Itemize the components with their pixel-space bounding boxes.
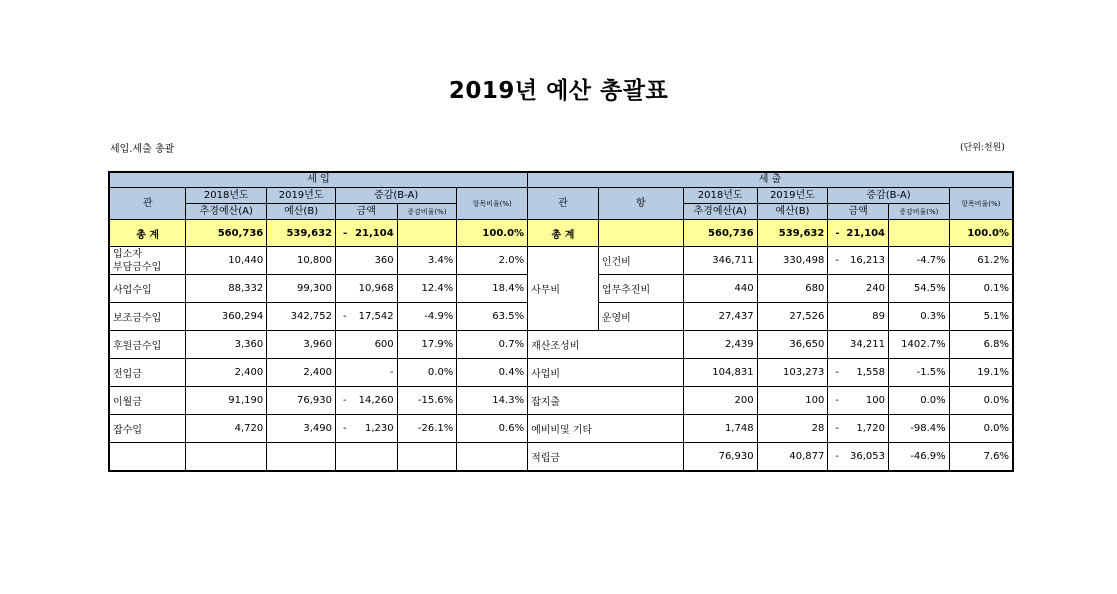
income-row-name: 이월금 — [109, 387, 186, 415]
table-subtitle: 세입.세출 총괄 — [110, 144, 175, 155]
expense-row-2018: 104,831 — [683, 359, 757, 387]
expense-change-ratio-header: 증감비율(%) — [889, 204, 950, 220]
expense-row-2019: 36,650 — [757, 331, 828, 359]
expense-row-change: - 1,558 — [828, 359, 889, 387]
expense-row-2018: 1,748 — [683, 415, 757, 443]
expense-row-2019: 100 — [757, 387, 828, 415]
expense-row-change: 240 — [828, 275, 889, 303]
expense-row-2019: 28 — [757, 415, 828, 443]
income-row-2018: 360,294 — [186, 303, 267, 331]
income-row-2019: 3,490 — [267, 415, 336, 443]
income-row-2018: 88,332 — [186, 275, 267, 303]
income-row-change: - 14,260 — [335, 387, 397, 415]
expense-hang-header: 항 — [598, 188, 683, 220]
expense-2019-header-line1: 2019년도 — [757, 188, 828, 204]
income-total-2019: 539,632 — [267, 220, 336, 247]
income-row-composition: 0.6% — [457, 415, 528, 443]
expense-row-2019: 103,273 — [757, 359, 828, 387]
expense-row-composition: 61.2% — [949, 247, 1013, 275]
expense-total-label: 총 계 — [528, 220, 599, 247]
income-row-change: 10,968 — [335, 275, 397, 303]
income-row-2019: 10,800 — [267, 247, 336, 275]
income-total-ratio — [397, 220, 457, 247]
expense-row-change: - 100 — [828, 387, 889, 415]
income-row-composition: 18.4% — [457, 275, 528, 303]
expense-row-change: - 1,720 — [828, 415, 889, 443]
expense-row-change: 89 — [828, 303, 889, 331]
income-row-2018: 2,400 — [186, 359, 267, 387]
income-row-2018: 4,720 — [186, 415, 267, 443]
expense-row-ratio: -4.7% — [889, 247, 950, 275]
income-row-name: 전입금 — [109, 359, 186, 387]
expense-row-hang: 인건비 — [598, 247, 683, 275]
income-change-header: 증감(B-A) — [335, 188, 456, 204]
income-row-ratio: -4.9% — [397, 303, 457, 331]
expense-amount-header: 금액 — [828, 204, 889, 220]
income-total-2018: 560,736 — [186, 220, 267, 247]
income-row-composition: 14.3% — [457, 387, 528, 415]
income-row-change: 600 — [335, 331, 397, 359]
expense-gwan-office: 사무비 — [528, 247, 599, 331]
income-row-2019: 342,752 — [267, 303, 336, 331]
expense-row-gwan: 사업비 — [528, 359, 684, 387]
income-row-empty — [109, 443, 186, 472]
income-row-change: - — [335, 359, 397, 387]
income-row-2019: 2,400 — [267, 359, 336, 387]
income-row-composition: 63.5% — [457, 303, 528, 331]
expense-row-hang: 운영비 — [598, 303, 683, 331]
expense-row-gwan: 재산조성비 — [528, 331, 684, 359]
expense-row-ratio: 0.3% — [889, 303, 950, 331]
income-change-ratio-header: 증감비율(%) — [397, 204, 457, 220]
expense-row-2018: 440 — [683, 275, 757, 303]
income-row-name: 사업수입 — [109, 275, 186, 303]
income-row-name: 잡수입 — [109, 415, 186, 443]
expense-2018-header-line1: 2018년도 — [683, 188, 757, 204]
income-row-2019: 3,960 — [267, 331, 336, 359]
income-row-empty — [457, 443, 528, 472]
income-row-name: 후원금수입 — [109, 331, 186, 359]
expense-row-2019: 40,877 — [757, 443, 828, 472]
income-row-ratio: 12.4% — [397, 275, 457, 303]
income-amount-header: 금액 — [335, 204, 397, 220]
expense-total-2019: 539,632 — [757, 220, 828, 247]
income-row-2019: 99,300 — [267, 275, 336, 303]
income-row-2018: 3,360 — [186, 331, 267, 359]
expense-row-composition: 6.8% — [949, 331, 1013, 359]
expense-row-2018: 27,437 — [683, 303, 757, 331]
expense-total-2018: 560,736 — [683, 220, 757, 247]
expense-row-ratio: 0.0% — [889, 387, 950, 415]
expense-row-2019: 27,526 — [757, 303, 828, 331]
expense-row-ratio: -1.5% — [889, 359, 950, 387]
expense-row-2019: 680 — [757, 275, 828, 303]
expense-row-2018: 2,439 — [683, 331, 757, 359]
expense-row-ratio: 54.5% — [889, 275, 950, 303]
income-row-2018: 91,190 — [186, 387, 267, 415]
income-row-name: 입소자 부담금수입 — [109, 247, 186, 275]
expense-row-change: - 36,053 — [828, 443, 889, 472]
income-2018-header-line2: 추경예산(A) — [186, 204, 267, 220]
income-section-header: 세 입 — [109, 172, 528, 188]
expense-2018-header-line2: 추경예산(A) — [683, 204, 757, 220]
expense-total-hang — [598, 220, 683, 247]
income-row-ratio: 0.0% — [397, 359, 457, 387]
expense-gwan-header: 관 — [528, 188, 599, 220]
income-row-2019: 76,930 — [267, 387, 336, 415]
expense-row-2019: 330,498 — [757, 247, 828, 275]
expense-row-2018: 76,930 — [683, 443, 757, 472]
expense-row-composition: 0.1% — [949, 275, 1013, 303]
expense-row-ratio: 1402.7% — [889, 331, 950, 359]
income-row-ratio: -26.1% — [397, 415, 457, 443]
income-2019-header-line2: 예산(B) — [267, 204, 336, 220]
expense-total-change: - 21,104 — [828, 220, 889, 247]
income-2018-header-line1: 2018년도 — [186, 188, 267, 204]
income-row-name: 보조금수입 — [109, 303, 186, 331]
expense-row-change: - 16,213 — [828, 247, 889, 275]
expense-change-header: 증감(B-A) — [828, 188, 949, 204]
income-total-change: - 21,104 — [335, 220, 397, 247]
income-row-change: - 1,230 — [335, 415, 397, 443]
expense-row-2018: 200 — [683, 387, 757, 415]
page-title: 2019년 예산 총괄표 — [448, 78, 669, 104]
expense-row-ratio: -98.4% — [889, 415, 950, 443]
income-row-2018: 10,440 — [186, 247, 267, 275]
income-row-ratio: 3.4% — [397, 247, 457, 275]
expense-row-composition: 19.1% — [949, 359, 1013, 387]
expense-row-composition: 0.0% — [949, 387, 1013, 415]
income-row-ratio: 17.9% — [397, 331, 457, 359]
expense-row-composition: 0.0% — [949, 415, 1013, 443]
expense-section-header: 세 출 — [528, 172, 1013, 188]
expense-row-gwan: 적립금 — [528, 443, 684, 472]
expense-row-ratio: -46.9% — [889, 443, 950, 472]
income-row-empty — [186, 443, 267, 472]
income-2019-header-line1: 2019년도 — [267, 188, 336, 204]
expense-row-2018: 346,711 — [683, 247, 757, 275]
expense-2019-header-line2: 예산(B) — [757, 204, 828, 220]
income-composition-header: 항목비율(%) — [457, 188, 528, 220]
expense-total-ratio — [889, 220, 950, 247]
expense-row-composition: 5.1% — [949, 303, 1013, 331]
income-total-composition: 100.0% — [457, 220, 528, 247]
expense-row-gwan: 잡지출 — [528, 387, 684, 415]
expense-composition-header: 항목비율(%) — [949, 188, 1013, 220]
unit-label: (단위:천원) — [960, 143, 1005, 153]
income-row-empty — [397, 443, 457, 472]
income-row-empty — [335, 443, 397, 472]
expense-row-hang: 업무추진비 — [598, 275, 683, 303]
income-row-ratio: -15.6% — [397, 387, 457, 415]
income-row-empty — [267, 443, 336, 472]
expense-row-composition: 7.6% — [949, 443, 1013, 472]
expense-total-composition: 100.0% — [949, 220, 1013, 247]
expense-row-gwan: 예비비및 기타 — [528, 415, 684, 443]
income-total-label: 총 계 — [109, 220, 186, 247]
income-gwan-header: 관 — [109, 188, 186, 220]
income-row-composition: 2.0% — [457, 247, 528, 275]
expense-row-change: 34,211 — [828, 331, 889, 359]
budget-summary-table — [108, 171, 1014, 472]
income-row-composition: 0.7% — [457, 331, 528, 359]
income-row-change: - 17,542 — [335, 303, 397, 331]
income-row-change: 360 — [335, 247, 397, 275]
income-row-composition: 0.4% — [457, 359, 528, 387]
